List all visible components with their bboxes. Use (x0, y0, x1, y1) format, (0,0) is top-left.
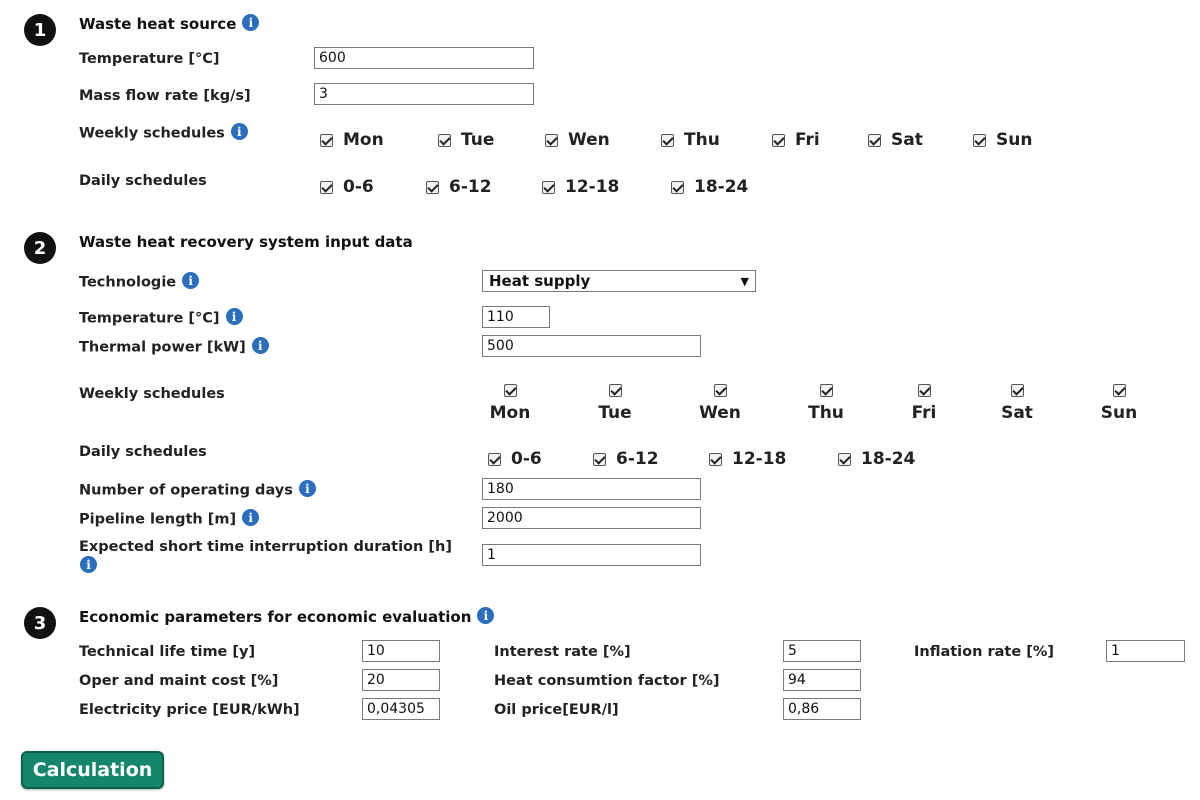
oil-price-label: Oil price[EUR/l] (494, 702, 619, 718)
electricity-price-input[interactable] (362, 698, 440, 720)
operating-days-label-text: Number of operating days (79, 482, 293, 499)
heat-factor-label: Heat consumtion factor [%] (494, 673, 720, 689)
day-range-label: 6-12 (616, 449, 659, 469)
technology-select[interactable] (482, 270, 756, 292)
checkbox-checked-icon[interactable] (488, 453, 501, 466)
oil-price-input[interactable] (783, 698, 861, 720)
info-icon[interactable]: i (242, 509, 259, 526)
checkbox-checked-icon[interactable] (918, 384, 931, 397)
checkbox-checked-icon[interactable] (1113, 384, 1126, 397)
source-day-range-checkbox[interactable] (671, 177, 748, 197)
dropdown-arrow-icon[interactable]: ▼ (740, 274, 749, 288)
weekday-label: Sat (891, 130, 923, 150)
recovery-weekday-checkbox[interactable] (889, 380, 959, 423)
section-3-title-text: Economic parameters for economic evaluation (79, 608, 472, 626)
section-1-title-text: Waste heat source (79, 15, 237, 33)
recovery-weekday-checkbox[interactable] (580, 380, 650, 423)
source-weekly-label (79, 125, 248, 142)
checkbox-checked-icon[interactable] (426, 181, 439, 194)
info-icon[interactable]: i (477, 607, 494, 624)
operating-days-input[interactable] (482, 478, 701, 500)
recovery-weekday-checkbox[interactable] (1084, 380, 1154, 423)
pipeline-length-input[interactable] (482, 507, 701, 529)
info-icon[interactable]: i (242, 14, 259, 31)
source-weekday-checkbox[interactable] (320, 130, 384, 150)
recovery-day-range-checkbox[interactable] (709, 449, 786, 469)
source-weekday-checkbox[interactable] (973, 130, 1032, 150)
recovery-day-range-checkbox[interactable] (488, 449, 542, 469)
checkbox-checked-icon[interactable] (1011, 384, 1024, 397)
inflation-rate-label: Inflation rate [%] (914, 644, 1055, 660)
source-weekday-checkbox[interactable] (545, 130, 610, 150)
weekday-label: Mon (343, 130, 384, 150)
checkbox-checked-icon[interactable] (609, 384, 622, 397)
checkbox-checked-icon[interactable] (709, 453, 722, 466)
day-range-label: 6-12 (449, 177, 492, 197)
technology-label-text: Technologie (79, 274, 177, 291)
info-icon[interactable]: i (299, 480, 316, 497)
recovery-temperature-label (79, 310, 243, 327)
source-day-range-checkbox[interactable] (426, 177, 492, 197)
info-icon[interactable]: i (231, 123, 248, 140)
recovery-weekday-checkbox[interactable] (475, 380, 545, 423)
checkbox-checked-icon[interactable] (973, 134, 986, 147)
electricity-price-label: Electricity price [EUR/kWh] (79, 702, 300, 718)
inflation-rate-input[interactable] (1106, 640, 1185, 662)
calculation-button[interactable]: Calculation (21, 751, 164, 789)
technology-select-value: Heat supply (489, 272, 591, 290)
weekday-label: Mon (489, 403, 531, 423)
checkbox-checked-icon[interactable] (671, 181, 684, 194)
operating-days-label (79, 482, 316, 499)
weekday-label: Wen (568, 130, 610, 150)
weekday-label: Sat (1001, 403, 1033, 423)
section-1-number: 1 (24, 14, 56, 46)
source-day-range-checkbox[interactable] (320, 177, 374, 197)
mass-flow-input[interactable] (314, 83, 534, 105)
checkbox-checked-icon[interactable] (838, 453, 851, 466)
source-weekly-label-text: Weekly schedules (79, 125, 225, 142)
source-temperature-input[interactable] (314, 47, 534, 69)
info-icon[interactable]: i (226, 308, 243, 325)
pipeline-length-label-text: Pipeline length [m] (79, 511, 237, 528)
checkbox-checked-icon[interactable] (868, 134, 881, 147)
interest-rate-label: Interest rate [%] (494, 644, 631, 660)
mass-flow-label: Mass flow rate [kg/s] (79, 88, 251, 104)
checkbox-checked-icon[interactable] (661, 134, 674, 147)
source-weekday-checkbox[interactable] (868, 130, 923, 150)
info-icon[interactable]: i (182, 272, 199, 289)
day-range-label: 18-24 (861, 449, 916, 469)
recovery-weekday-checkbox[interactable] (982, 380, 1052, 423)
weekday-label: Thu (684, 130, 720, 150)
checkbox-checked-icon[interactable] (772, 134, 785, 147)
technology-label (79, 274, 199, 291)
section-3-number: 3 (24, 607, 56, 639)
checkbox-checked-icon[interactable] (820, 384, 833, 397)
recovery-temperature-input[interactable] (482, 306, 550, 328)
weekday-label: Sun (1100, 403, 1138, 423)
interest-rate-input[interactable] (783, 640, 861, 662)
section-1-title (79, 15, 259, 33)
thermal-power-label (79, 339, 269, 356)
day-range-label: 12-18 (565, 177, 620, 197)
checkbox-checked-icon[interactable] (504, 384, 517, 397)
weekday-label: Fri (911, 403, 937, 423)
weekday-label: Wen (699, 403, 741, 423)
source-weekday-checkbox[interactable] (772, 130, 820, 150)
weekday-label: Thu (808, 403, 844, 423)
checkbox-checked-icon[interactable] (593, 453, 606, 466)
interruption-input[interactable] (482, 544, 701, 566)
pipeline-length-label (79, 511, 259, 528)
day-range-label: 0-6 (511, 449, 542, 469)
checkbox-checked-icon[interactable] (320, 181, 333, 194)
source-daily-label: Daily schedules (79, 173, 207, 189)
weekday-label: Sun (996, 130, 1033, 150)
source-weekday-checkbox[interactable] (661, 130, 720, 150)
source-weekday-checkbox[interactable] (438, 130, 494, 150)
day-range-label: 0-6 (343, 177, 374, 197)
recovery-weekday-checkbox[interactable] (685, 380, 755, 423)
recovery-day-range-checkbox[interactable] (593, 449, 659, 469)
om-cost-label: Oper and maint cost [%] (79, 673, 279, 689)
info-icon[interactable]: i (80, 556, 97, 573)
checkbox-checked-icon[interactable] (320, 134, 333, 147)
info-icon[interactable]: i (252, 337, 269, 354)
life-time-label: Technical life time [y] (79, 644, 256, 660)
recovery-daily-label: Daily schedules (79, 444, 207, 460)
day-range-label: 18-24 (694, 177, 749, 197)
checkbox-checked-icon[interactable] (438, 134, 451, 147)
thermal-power-input[interactable] (482, 335, 701, 357)
recovery-weekday-checkbox[interactable] (791, 380, 861, 423)
weekday-label: Tue (461, 130, 495, 150)
section-2-title: Waste heat recovery system input data (79, 233, 413, 251)
heat-factor-input[interactable] (783, 669, 861, 691)
checkbox-checked-icon[interactable] (714, 384, 727, 397)
section-3-title (79, 608, 494, 626)
day-range-label: 12-18 (732, 449, 787, 469)
checkbox-checked-icon[interactable] (542, 181, 555, 194)
life-time-input[interactable] (362, 640, 440, 662)
weekday-label: Fri (795, 130, 820, 150)
section-2-number: 2 (24, 232, 56, 264)
om-cost-input[interactable] (362, 669, 440, 691)
recovery-temperature-label-text: Temperature [°C] (79, 310, 220, 327)
recovery-weekly-label: Weekly schedules (79, 386, 225, 402)
recovery-day-range-checkbox[interactable] (838, 449, 915, 469)
source-day-range-checkbox[interactable] (542, 177, 619, 197)
interruption-label: Expected short time interruption duration [h] (79, 539, 452, 555)
thermal-power-label-text: Thermal power [kW] (79, 339, 246, 356)
source-temperature-label: Temperature [°C] (79, 51, 220, 67)
weekday-label: Tue (598, 403, 632, 423)
checkbox-checked-icon[interactable] (545, 134, 558, 147)
